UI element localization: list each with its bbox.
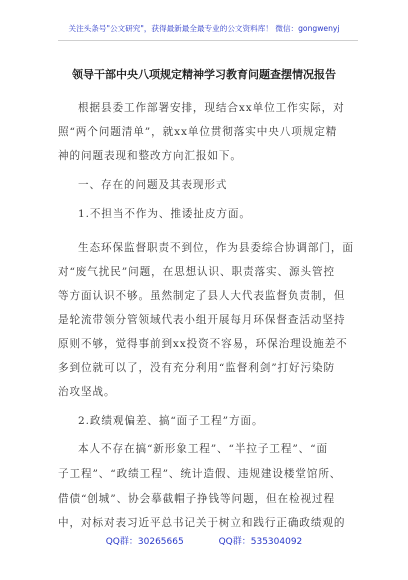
subsection-heading: 1.不担当不作为、推诿扯皮方面。	[78, 208, 251, 220]
body-line: 根据县委工作部署安排，现结合xx单位工作实际，对	[78, 102, 345, 114]
body-line: 子工程”、“政绩工程”、统计造假、违规建设楼堂馆所、	[58, 468, 342, 480]
body-line: 多到位就可以了，没有充分利用“监督利剑”打好污染防	[58, 362, 335, 374]
body-line: 照“两个问题清单”，就xx单位贯彻落实中央八项规定精	[58, 126, 338, 138]
footer-qq-group-2: QQ群：535304092	[218, 537, 303, 547]
header-divider	[58, 40, 358, 41]
body-line: 治攻坚战。	[58, 386, 116, 398]
section-heading: 一、存在的问题及其表现形式	[78, 179, 228, 191]
header-note: 关注头条号"公文研究"，获得最新最全最专业的公文资料库！ 微信：gongwenyj	[68, 24, 340, 33]
body-line: 借债“创城”、协会摹截帽子挣钱等问题，但在检视过程	[58, 493, 335, 505]
body-line: 原则不够，觉得事前到xx投资不容易，环保治理设施差不	[58, 338, 348, 350]
body-line: 神的问题表现和整改方向汇报如下。	[58, 150, 242, 162]
body-line: 中，对标对表习近平总书记关于树立和践行正确政绩观的	[58, 517, 346, 529]
body-line: 本人不存在搞“新形象工程”、“半拉子工程”、“面	[78, 443, 328, 455]
body-line: 是轮流带领分管领域代表小组开展每月环保督查活动坚持	[58, 314, 346, 326]
body-line: 对“废气扰民”问题，在思想认识、职责落实、源头管控	[58, 266, 335, 278]
footer-qq-group-1: QQ群：30265665	[105, 537, 184, 547]
subsection-heading: 2.政绩观偏差、搞“面子工程”方面。	[78, 415, 264, 427]
body-line: 生态环保监督职责不到位，作为县委综合协调部门，面	[78, 242, 354, 254]
body-line: 等方面认识不够。虽然制定了县人大代表监督负责制，但	[58, 290, 346, 302]
footer	[0, 534, 408, 547]
document-title: 领导干部中央八项规定精神学习教育问题查摆情况报告	[72, 68, 336, 81]
